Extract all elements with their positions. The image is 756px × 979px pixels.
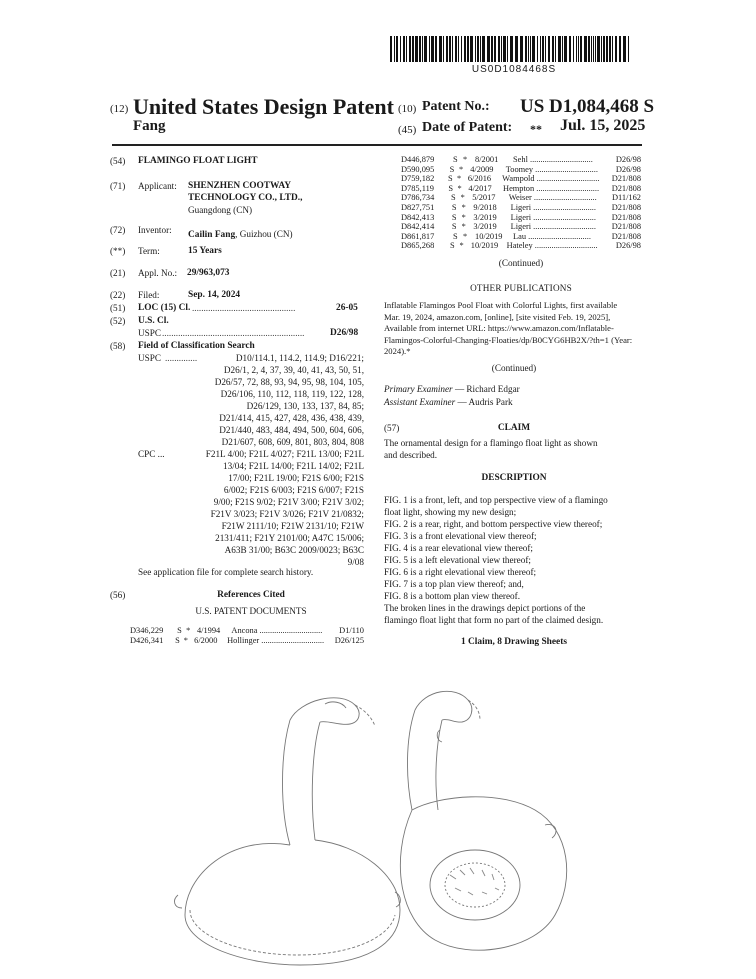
reference-star: *	[461, 222, 466, 232]
barcode-bar	[548, 36, 550, 62]
barcode-bar	[498, 36, 500, 62]
barcode-bar	[461, 36, 462, 62]
cpc-label: CPC ...	[138, 449, 165, 459]
reference-row	[401, 174, 641, 184]
barcode-bar	[467, 36, 469, 62]
reference-star: *	[459, 241, 464, 251]
cpc-line: F21V 3/023; F21V 3/026; F21V 21/0832;	[210, 509, 364, 519]
reference-kind: S	[451, 222, 457, 232]
reference-name: Ligeri ..............................	[510, 222, 596, 232]
reference-name: Ligeri ..............................	[510, 212, 596, 222]
description-line: FIG. 8 is a bottom plan view thereof.	[384, 591, 521, 601]
claim-line: and described.	[384, 450, 438, 460]
invention-title: FLAMINGO FLOAT LIGHT	[138, 156, 258, 166]
reference-star: *	[457, 174, 462, 184]
reference-cls: D11/162	[611, 193, 641, 203]
barcode-bar	[558, 36, 561, 62]
term-value: 15 Years	[188, 246, 222, 256]
barcode-bar	[446, 36, 448, 62]
inventor-short: Fang	[133, 118, 166, 134]
barcode-bar	[552, 36, 554, 62]
barcode-bar	[435, 36, 437, 62]
search-uspc-dots: ..............	[165, 353, 198, 363]
reference-cls: D26/125	[334, 635, 364, 645]
f56-code: (56)	[110, 590, 126, 600]
uspc-line: D21/414, 415, 427, 428, 436, 438, 439,	[219, 413, 364, 423]
description-line: FIG. 6 is a right elevational view thereof;	[384, 567, 537, 577]
uspc-value: D26/98	[330, 328, 359, 338]
barcode-bar	[480, 36, 481, 62]
pubs-continued: (Continued)	[491, 363, 537, 373]
reference-num: D842,414	[401, 222, 435, 232]
barcode-bar	[619, 36, 621, 62]
barcode-bar	[530, 36, 531, 62]
uspc-line: D26/1, 2, 4, 37, 39, 40, 41, 43, 50, 51,	[223, 365, 364, 375]
reference-num: D759,182	[401, 174, 435, 184]
barcode-bar	[470, 36, 473, 62]
reference-date: 4/2009	[470, 164, 494, 174]
reference-num: D786,734	[401, 193, 435, 203]
reference-cls: D26/98	[615, 155, 641, 164]
publication-line: Inflatable Flamingos Pool Float with Colorful Lights, first available	[384, 300, 618, 310]
reference-date: 10/2019	[470, 241, 499, 251]
barcode-bar	[439, 36, 442, 62]
f57-code: (57)	[384, 423, 400, 433]
reference-name: Sehl ..............................	[513, 155, 593, 164]
reference-star: *	[460, 193, 465, 203]
reference-date: 4/2017	[468, 183, 492, 193]
search-uspc-label: USPC	[138, 353, 161, 363]
left-references	[130, 626, 364, 645]
reference-date: 3/2019	[473, 222, 497, 232]
reference-row	[130, 636, 364, 646]
reference-kind: S	[451, 212, 457, 222]
publication-line: Flamingos-Colorful-Changing-Floaties/dp/B0CYG6HB2X/?th=1 (Year:	[384, 334, 633, 345]
reference-star: *	[461, 212, 466, 222]
cpc-line: F21W 2111/10; F21W 2131/10; F21W	[221, 521, 364, 531]
barcode-bar	[415, 36, 418, 62]
right-references	[401, 155, 641, 251]
applicant-name: SHENZHEN COOTWAY	[188, 181, 292, 191]
barcode-bar	[580, 36, 582, 62]
reference-star: *	[457, 183, 462, 193]
reference-kind: S	[450, 241, 455, 251]
barcode-number: US0D1084468S	[471, 64, 557, 75]
reference-name: Toomey ..............................	[505, 164, 598, 174]
description-label: DESCRIPTION	[481, 473, 547, 483]
description-text	[384, 494, 646, 626]
barcode-bar	[487, 36, 490, 62]
reference-num: D865,268	[401, 241, 435, 251]
uspc-line: D26/106, 110, 112, 118, 119, 122, 128,	[220, 389, 364, 399]
barcode-bar	[601, 36, 602, 62]
barcode-bar	[573, 36, 574, 62]
publication-line: Mar. 19, 2024, amazon.com, [online], [site visited Feb. 19, 2025],	[384, 311, 611, 322]
reference-name: Lau ..............................	[513, 231, 591, 241]
f21-code: (21)	[110, 268, 126, 278]
barcode-bar	[449, 36, 451, 62]
reference-cls: D21/808	[611, 183, 641, 193]
publication-line: Available from internet URL: https://www.amazon.com/Inflatable-	[384, 323, 614, 334]
reference-cls: D21/808	[611, 202, 641, 212]
filed-label: Filed:	[138, 290, 160, 300]
reference-star: *	[461, 202, 466, 212]
date-label: Date of Patent:	[422, 120, 513, 135]
applicant-name-2: TECHNOLOGY CO., LTD.,	[188, 193, 303, 203]
primary-examiner-label: Primary Examiner	[384, 384, 453, 394]
reference-name: Weiser ..............................	[508, 193, 597, 203]
barcode-bar	[528, 36, 529, 62]
reference-cls: D26/98	[615, 164, 641, 174]
cpc-line: 9/08	[347, 557, 364, 567]
barcode-bar	[615, 36, 617, 62]
cpc-line: F21L 4/00; F21L 4/027; F21L 13/00; F21L	[205, 449, 364, 459]
barcode-bar	[515, 36, 518, 62]
barcode-bar	[609, 36, 611, 62]
cpc-line: 17/00; F21L 19/00; F21S 6/00; F21S	[228, 473, 364, 483]
barcode-bar	[507, 36, 508, 62]
barcode-bar	[540, 36, 541, 62]
claim-line: The ornamental design for a flamingo float light as shown	[384, 438, 598, 448]
reference-row	[401, 213, 641, 223]
appl-no-value: 29/963,073	[187, 268, 230, 278]
reference-star: *	[463, 155, 468, 164]
reference-row	[401, 232, 641, 242]
flamingo-left-figure	[175, 698, 401, 965]
barcode-bar	[412, 36, 414, 62]
reference-name: Hempton ..............................	[503, 183, 600, 193]
barcode-bar	[628, 36, 629, 62]
reference-date: 4/1994	[196, 626, 221, 635]
reference-num: D346,229	[130, 626, 164, 635]
term-code: (**)	[110, 246, 126, 256]
description-line: flamingo float light that form no part of the claimed design.	[384, 615, 604, 625]
barcode-bar	[503, 36, 506, 62]
see-application-note: See application file for complete search history.	[138, 567, 314, 577]
applicant-label: Applicant:	[138, 181, 177, 191]
barcode-bar	[419, 36, 421, 62]
code-10: (10)	[398, 103, 417, 115]
barcode	[390, 36, 638, 62]
patent-number: US D1,084,468 S	[520, 96, 655, 117]
cpc-line: A63B 31/00; B63C 2009/0023; B63C	[224, 545, 364, 555]
barcode-bar	[510, 36, 513, 62]
barcode-bar	[394, 36, 395, 62]
uspc-lines	[138, 352, 364, 448]
barcode-bar	[542, 36, 544, 62]
uspc-label: USPC	[138, 328, 161, 338]
barcode-bar	[422, 36, 423, 62]
f22-code: (22)	[110, 290, 126, 300]
uspc-line: D21/440, 483, 484, 494, 500, 604, 606,	[219, 425, 364, 435]
f58-code: (58)	[110, 341, 126, 351]
assistant-examiner-label: Assistant Examiner	[384, 397, 456, 407]
reference-row	[401, 165, 641, 175]
description-line: FIG. 1 is a front, left, and top perspective view of a flamingo	[384, 495, 608, 505]
reference-star: *	[458, 164, 464, 174]
code-12: (12)	[110, 103, 129, 115]
inventor-location: , Guizhou (CN)	[235, 229, 293, 239]
loc-dots: .............................................	[192, 303, 296, 313]
uspc-line: D10/114.1, 114.2, 114.9; D16/221;	[235, 353, 364, 363]
description-line: FIG. 5 is a left elevational view thereof;	[384, 555, 531, 565]
f51-code: (51)	[110, 303, 126, 313]
primary-examiner	[384, 383, 520, 395]
inventor-label: Inventor:	[138, 225, 172, 235]
reference-date: 8/2001	[475, 155, 499, 164]
uspc-line: D26/129, 130, 133, 137, 84, 85;	[246, 401, 364, 411]
description-line: FIG. 2 is a rear, right, and bottom perspective view thereof;	[384, 519, 603, 529]
reference-row	[401, 193, 641, 203]
reference-date: 10/2019	[475, 231, 503, 241]
description-line: FIG. 3 is a front elevational view thereof;	[384, 531, 537, 541]
barcode-bar	[612, 36, 613, 62]
barcode-bar	[458, 36, 459, 62]
reference-date: 6/2016	[467, 174, 492, 184]
barcode-bar	[494, 36, 496, 62]
reference-row	[130, 626, 364, 636]
reference-cls: D1/110	[339, 626, 364, 635]
barcode-bar	[443, 36, 444, 62]
reference-num: D842,413	[401, 212, 435, 222]
barcode-bar	[403, 36, 405, 62]
barcode-bar	[564, 36, 567, 62]
barcode-bar	[591, 36, 592, 62]
reference-row	[401, 222, 641, 232]
term-label: Term:	[138, 246, 160, 256]
assistant-examiner	[384, 396, 513, 408]
barcode-bar	[475, 36, 476, 62]
barcode-bar	[606, 36, 608, 62]
barcode-bar	[452, 36, 453, 62]
barcode-bar	[545, 36, 546, 62]
f54-code: (54)	[110, 156, 126, 166]
reference-kind: S	[448, 183, 454, 193]
reference-num: D861,817	[401, 231, 435, 241]
references-cited-label: References Cited	[217, 590, 285, 600]
barcode-bar	[588, 36, 590, 62]
reference-kind: S	[447, 174, 453, 184]
field-search-label: Field of Classification Search	[138, 341, 255, 351]
cpc-line: 6/002; F21S 6/003; F21S 6/007; F21S	[223, 485, 364, 495]
claim-label: CLAIM	[497, 423, 531, 433]
reference-date: 9/2018	[473, 202, 497, 212]
description-line: float light, showing my new design;	[384, 507, 517, 517]
barcode-bar	[520, 36, 523, 62]
filed-value: Sep. 14, 2024	[188, 290, 241, 300]
flamingo-float-drawing	[150, 660, 580, 970]
reference-kind: S	[177, 626, 182, 635]
reference-date: 6/2000	[194, 635, 218, 645]
reference-row	[401, 203, 641, 213]
reference-kind: S	[453, 155, 458, 164]
barcode-bar	[431, 36, 434, 62]
barcode-bar	[576, 36, 577, 62]
cpc-line: 13/04; F21L 14/00; F21L 14/02; F21L	[223, 461, 364, 471]
barcode-bar	[400, 36, 401, 62]
reference-cls: D26/98	[615, 241, 641, 251]
inventor-line	[188, 224, 293, 242]
barcode-bar	[525, 36, 527, 62]
reference-cls: D21/808	[611, 174, 641, 184]
barcode-bar	[555, 36, 556, 62]
barcode-bar	[595, 36, 596, 62]
cpc-line: 2131/411; F21Y 2101/00; A47C 15/006;	[215, 533, 364, 543]
reference-kind: S	[451, 202, 457, 212]
barcode-bar	[429, 36, 430, 62]
reference-num: D827,751	[401, 202, 435, 212]
other-publications-text	[384, 300, 644, 358]
reference-kind: S	[453, 231, 458, 241]
other-publications-label: OTHER PUBLICATIONS	[470, 283, 572, 293]
reference-star: *	[183, 635, 188, 645]
barcode-bar	[477, 36, 479, 62]
description-line: FIG. 4 is a rear elevational view thereof;	[384, 543, 533, 553]
barcode-bar	[424, 36, 427, 62]
reference-name: Ancona ..............................	[231, 626, 323, 635]
inventor-name: Cailin Fang	[188, 230, 236, 240]
code-45: (45)	[398, 124, 417, 136]
reference-num: D446,879	[401, 155, 435, 164]
barcode-bar	[584, 36, 587, 62]
cpc-lines	[160, 448, 364, 568]
barcode-bar	[537, 36, 538, 62]
reference-kind: S	[175, 635, 180, 645]
loc-value: 26-05	[336, 303, 358, 313]
refs-continued: (Continued)	[498, 258, 544, 268]
reference-star: *	[186, 626, 191, 635]
reference-name: Wampold ..............................	[502, 174, 600, 184]
barcode-bar	[593, 36, 594, 62]
reference-cls: D21/808	[611, 231, 641, 241]
claims-sheets-summary: 1 Claim, 8 Drawing Sheets	[461, 637, 567, 647]
uspc-line: D21/607, 608, 609, 801, 803, 804, 808	[221, 437, 364, 447]
us-cl-label: U.S. Cl.	[138, 316, 169, 326]
flamingo-right-figure	[400, 691, 566, 950]
uspc-line: D26/57, 72, 88, 93, 94, 95, 98, 104, 105,	[214, 377, 364, 387]
reference-star: *	[463, 231, 468, 241]
header-rule	[112, 144, 642, 146]
barcode-bar	[390, 36, 392, 62]
barcode-bar	[455, 36, 457, 62]
barcode-bar	[562, 36, 563, 62]
reference-num: D785,119	[401, 183, 434, 193]
f71-code: (71)	[110, 181, 126, 191]
reference-kind: S	[449, 164, 455, 174]
reference-num: D590,095	[401, 164, 435, 174]
barcode-bar	[409, 36, 411, 62]
barcode-bar	[396, 36, 398, 62]
patent-no-label: Patent No.:	[422, 99, 490, 114]
barcode-bar	[501, 36, 502, 62]
applicant-location: Guangdong (CN)	[188, 205, 253, 215]
description-line: FIG. 7 is a top plan view thereof; and,	[384, 579, 524, 589]
f52-code: (52)	[110, 316, 126, 326]
barcode-bar	[569, 36, 571, 62]
reference-date: 3/2019	[473, 212, 497, 222]
reference-name: Hollinger ..............................	[227, 635, 325, 645]
f72-code: (72)	[110, 225, 126, 235]
date-stars: **	[530, 122, 542, 136]
reference-name: Hateley ..............................	[506, 241, 598, 251]
barcode-bar	[406, 36, 407, 62]
uspc-dots: ..............................................................	[162, 328, 305, 338]
assistant-examiner-name: — Audris Park	[455, 397, 513, 407]
reference-row	[401, 155, 641, 165]
reference-row	[401, 184, 641, 194]
reference-date: 5/2017	[472, 193, 496, 203]
loc-label: LOC (15) Cl.	[138, 303, 191, 313]
barcode-bar	[464, 36, 466, 62]
reference-cls: D21/808	[611, 222, 641, 232]
us-patent-documents-label: U.S. PATENT DOCUMENTS	[195, 606, 307, 616]
reference-row	[401, 241, 641, 251]
barcode-bar	[482, 36, 485, 62]
document-title: United States Design Patent	[133, 94, 394, 119]
reference-cls: D21/808	[611, 212, 641, 222]
reference-num: D426,341	[130, 635, 164, 645]
primary-examiner-name: — Richard Edgar	[452, 384, 520, 394]
barcode-bar	[623, 36, 626, 62]
claim-text	[384, 437, 644, 461]
appl-no-label: Appl. No.:	[138, 268, 178, 278]
barcode-bar	[597, 36, 600, 62]
reference-name: Ligeri ..............................	[510, 202, 596, 212]
barcode-bar	[578, 36, 579, 62]
cpc-line: 9/00; F21S 9/02; F21V 3/00; F21V 3/02;	[213, 497, 364, 507]
barcode-bar	[491, 36, 493, 62]
patent-date: Jul. 15, 2025	[560, 117, 646, 134]
barcode-bar	[603, 36, 605, 62]
publication-line: 2024).*	[384, 346, 411, 357]
barcode-bar	[532, 36, 535, 62]
reference-kind: S	[451, 193, 456, 203]
description-line: The broken lines in the drawings depict portions of the	[384, 603, 586, 613]
